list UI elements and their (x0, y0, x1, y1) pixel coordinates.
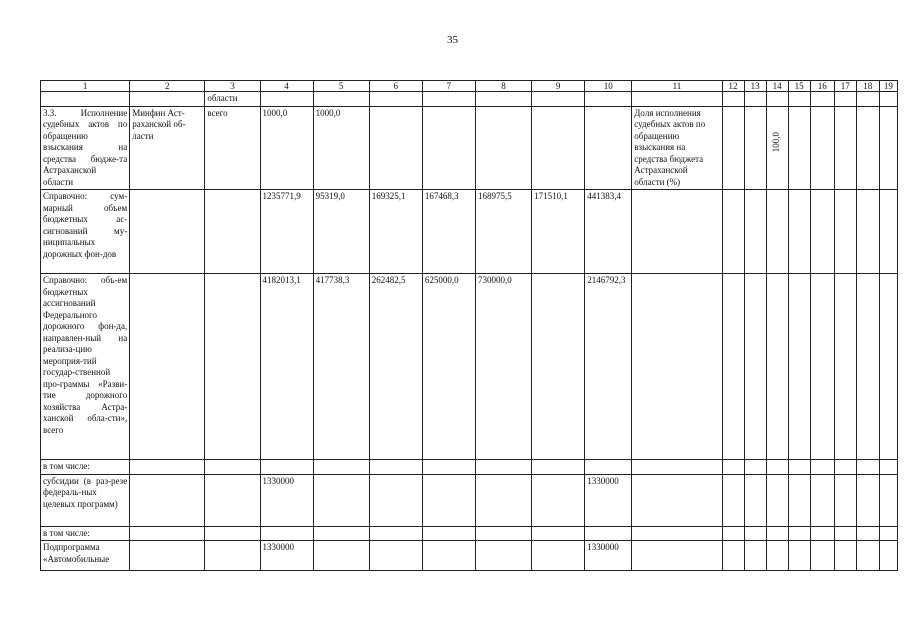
table-cell (766, 106, 788, 190)
table-cell (722, 92, 744, 107)
column-number: 17 (834, 81, 856, 92)
table-cell (766, 190, 788, 274)
table-cell (856, 106, 879, 190)
table-cell (810, 274, 834, 460)
table-cell (632, 460, 722, 475)
table-cell (722, 474, 744, 526)
table-header-row (41, 81, 898, 92)
column-number: 16 (810, 81, 834, 92)
table-cell: 167468,3 (422, 190, 475, 274)
table-cell (810, 190, 834, 274)
page-number: 35 (447, 34, 458, 46)
table-cell (130, 92, 205, 107)
table-cell: области (205, 92, 260, 107)
table-cell (632, 92, 722, 107)
column-number: 3 (205, 81, 260, 92)
table-cell (369, 541, 422, 571)
column-number: 11 (632, 81, 722, 92)
row-label-cell (41, 92, 130, 107)
table-cell (632, 274, 722, 460)
table-cell (313, 541, 369, 571)
table-cell (722, 526, 744, 541)
table-cell: Доля исполнения судебных актов по обращению взыскания на средства бюджета Астраханской области (%) (632, 106, 722, 190)
table-cell (722, 106, 744, 190)
table-cell (369, 460, 422, 475)
table-cell: всего (205, 106, 260, 190)
table-cell (475, 460, 531, 475)
table-cell (475, 474, 531, 526)
table-cell (879, 474, 897, 526)
table-cell (856, 460, 879, 475)
column-number: 1 (41, 81, 130, 92)
table-cell (422, 92, 475, 107)
table-cell (766, 541, 788, 571)
table-cell (788, 92, 810, 107)
table-cell: 1000,0 (260, 106, 313, 190)
column-number: 19 (879, 81, 897, 92)
table-cell (260, 460, 313, 475)
table-cell (879, 541, 897, 571)
table-cell (130, 541, 205, 571)
table-cell (632, 526, 722, 541)
table-cell (744, 460, 766, 475)
table-cell (585, 526, 632, 541)
table-cell (422, 526, 475, 541)
table-cell (766, 92, 788, 107)
table-cell (205, 474, 260, 526)
column-number: 12 (722, 81, 744, 92)
budget-table (40, 80, 898, 571)
column-number: 4 (260, 81, 313, 92)
table-cell (205, 541, 260, 571)
table-cell (422, 460, 475, 475)
table-cell (722, 460, 744, 475)
table-cell (475, 106, 531, 190)
row-label-cell: в том числе: (41, 526, 130, 541)
table-cell (422, 474, 475, 526)
row-label-cell: Справочно: объ-ем бюджетных ассигнований Федерального дорожного фон-да, направлен-ный на реализа-цию мероприя-тий государ-ственной про-граммы «Разви-тие дорожного хозяйства Астра-ханской обла-сти», всего (41, 274, 130, 460)
table-cell (744, 92, 766, 107)
table-cell (585, 92, 632, 107)
table-cell (313, 92, 369, 107)
table-cell (766, 526, 788, 541)
table-row (41, 541, 898, 571)
table-cell (130, 474, 205, 526)
table-cell (879, 190, 897, 274)
table-cell (585, 106, 632, 190)
table-row (41, 92, 898, 107)
table-cell (130, 274, 205, 460)
table-cell (722, 541, 744, 571)
table-cell: 171510,1 (532, 190, 585, 274)
table-cell (632, 190, 722, 274)
table-cell (834, 526, 856, 541)
table-row (41, 460, 898, 475)
column-number: 5 (313, 81, 369, 92)
table-cell (788, 190, 810, 274)
table-cell (205, 460, 260, 475)
table-cell: 730000,0 (475, 274, 531, 460)
table-cell (856, 190, 879, 274)
column-number: 2 (130, 81, 205, 92)
column-number: 7 (422, 81, 475, 92)
table-cell (744, 526, 766, 541)
table-cell (766, 460, 788, 475)
table-cell (879, 106, 897, 190)
table-cell (532, 92, 585, 107)
table-cell (369, 106, 422, 190)
table-cell (585, 460, 632, 475)
table-cell (834, 274, 856, 460)
table-cell (856, 92, 879, 107)
table-cell (810, 106, 834, 190)
column-number: 8 (475, 81, 531, 92)
table-cell: 441383,4 (585, 190, 632, 274)
table-cell (810, 526, 834, 541)
row-label-cell: Справочно: сум-марный объем бюджетных ас-сигнований му-ниципальных дорожных фон-дов (41, 190, 130, 274)
table-cell (532, 460, 585, 475)
table-cell (475, 526, 531, 541)
table-cell (532, 474, 585, 526)
table-cell (834, 190, 856, 274)
row-label-cell: в том числе: (41, 460, 130, 475)
column-number: 9 (532, 81, 585, 92)
table-cell (260, 92, 313, 107)
table-cell (313, 474, 369, 526)
table-cell (632, 474, 722, 526)
rotated-value: 100,0 (771, 131, 782, 152)
table-cell (532, 526, 585, 541)
table-cell: 1330000 (585, 474, 632, 526)
table-cell (130, 460, 205, 475)
table-cell (205, 190, 260, 274)
column-number: 14 (766, 81, 788, 92)
table-cell (744, 274, 766, 460)
table-cell (532, 274, 585, 460)
table-cell (722, 274, 744, 460)
table-cell (856, 274, 879, 460)
table-cell: 1330000 (585, 541, 632, 571)
table-cell: 169325,1 (369, 190, 422, 274)
table-cell (313, 526, 369, 541)
table-cell (788, 474, 810, 526)
table-row (41, 190, 898, 274)
table-cell (475, 92, 531, 107)
table-row (41, 274, 898, 460)
table-cell: 95319,0 (313, 190, 369, 274)
table-cell (834, 460, 856, 475)
table-cell (422, 106, 475, 190)
table-cell (788, 541, 810, 571)
column-number: 10 (585, 81, 632, 92)
table-cell: 1330000 (260, 474, 313, 526)
table-cell (744, 190, 766, 274)
table-cell (879, 274, 897, 460)
table-cell (369, 526, 422, 541)
table-cell (532, 541, 585, 571)
table-cell (313, 460, 369, 475)
table-cell (422, 541, 475, 571)
table-cell: 1330000 (260, 541, 313, 571)
table-cell (810, 474, 834, 526)
table-row (41, 106, 898, 190)
table-cell (879, 526, 897, 541)
table-cell (130, 190, 205, 274)
table-cell (879, 460, 897, 475)
row-label-cell: Подпрограмма «Автомобильные (41, 541, 130, 571)
table-cell (810, 460, 834, 475)
table-row (41, 474, 898, 526)
table-cell (856, 474, 879, 526)
table-cell (632, 541, 722, 571)
table-cell: 168975,5 (475, 190, 531, 274)
table-cell (856, 541, 879, 571)
table-cell (532, 106, 585, 190)
table-cell (260, 526, 313, 541)
row-label-cell: 3.3. Исполнение судебных актов по обращению взыскания на средства бюдже-та Астраханской области (41, 106, 130, 190)
table-cell (744, 474, 766, 526)
table-cell: 417738,3 (313, 274, 369, 460)
table-cell: 1235771,9 (260, 190, 313, 274)
table-cell: 262482,5 (369, 274, 422, 460)
table-cell: 4182013,1 (260, 274, 313, 460)
table-cell (856, 526, 879, 541)
table-cell (766, 474, 788, 526)
table-cell (834, 92, 856, 107)
table-cell (205, 526, 260, 541)
table-cell (834, 474, 856, 526)
table-cell (788, 460, 810, 475)
table-cell: 2146792,3 (585, 274, 632, 460)
table-cell (130, 526, 205, 541)
column-number: 6 (369, 81, 422, 92)
table-cell (879, 92, 897, 107)
table-cell (722, 190, 744, 274)
table-cell (744, 541, 766, 571)
table-row (41, 526, 898, 541)
table-cell (788, 526, 810, 541)
column-number: 15 (788, 81, 810, 92)
table-cell (810, 541, 834, 571)
table-cell: 1000,0 (313, 106, 369, 190)
column-number: 18 (856, 81, 879, 92)
table-cell (834, 541, 856, 571)
table-cell (475, 541, 531, 571)
table-cell (788, 274, 810, 460)
table-cell: Минфин Аст-раханской об-ласти (130, 106, 205, 190)
table-cell (766, 274, 788, 460)
row-label-cell: субсидии (в раз-резе федераль-ных целевых программ) (41, 474, 130, 526)
table-cell (834, 106, 856, 190)
table-cell (369, 474, 422, 526)
table-cell (205, 274, 260, 460)
table-cell: 625000,0 (422, 274, 475, 460)
table-cell (369, 92, 422, 107)
table-cell (744, 106, 766, 190)
table-cell (788, 106, 810, 190)
column-number: 13 (744, 81, 766, 92)
table-cell (810, 92, 834, 107)
